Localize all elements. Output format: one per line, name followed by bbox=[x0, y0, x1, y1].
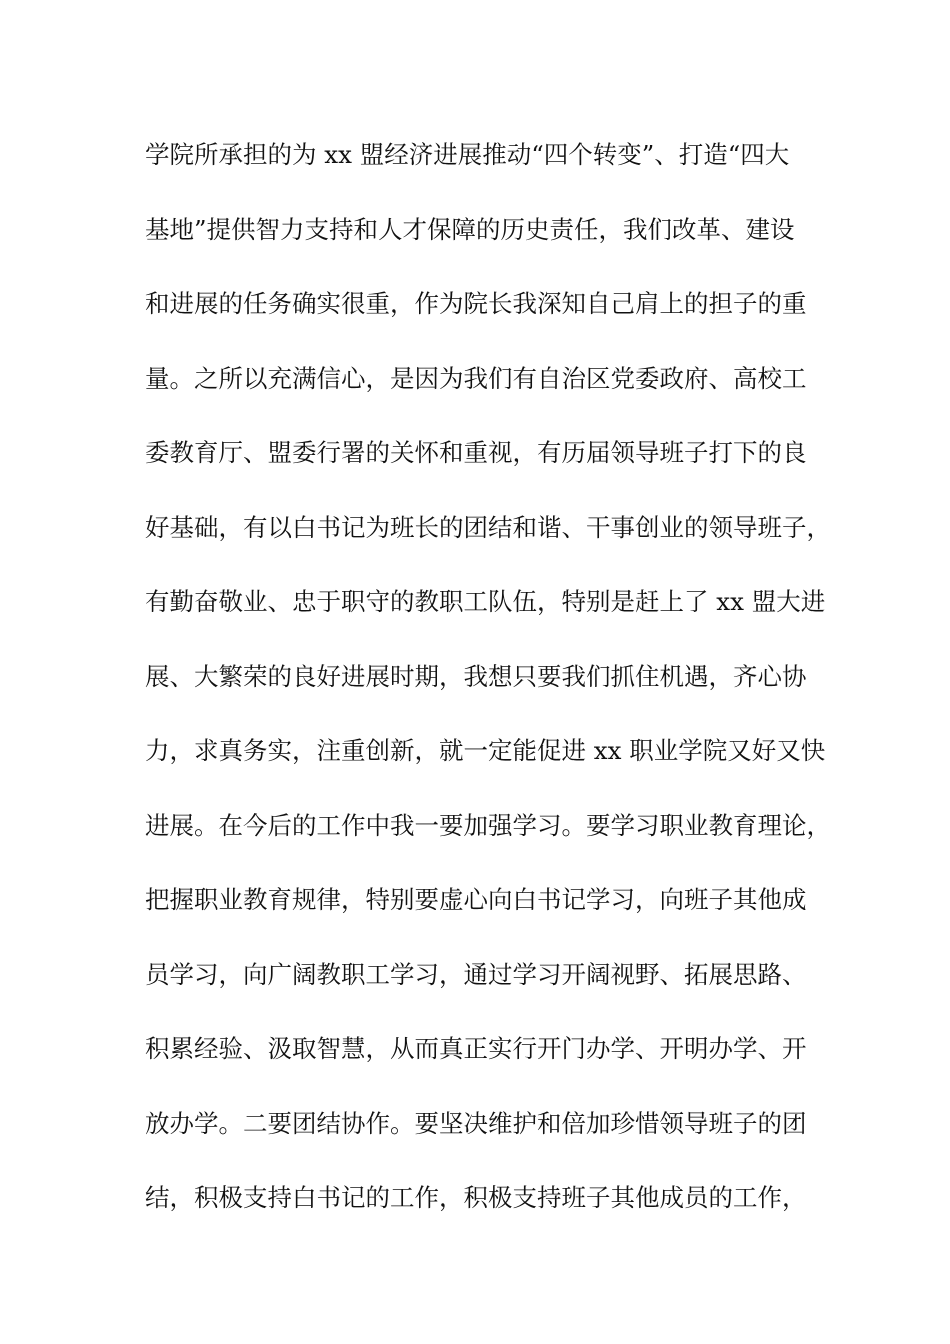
text-line: 量。之所以充满信心，是因为我们有自治区党委政府、高校工 bbox=[145, 363, 807, 393]
text-line: 进展。在今后的工作中我一要加强学习。要学习职业教育理论， bbox=[145, 810, 831, 840]
text-line: 学院所承担的为 xx 盟经济进展推动“四个转变”、打造“四大 bbox=[145, 140, 790, 169]
text-line: 力，求真务实，注重创新，就一定能促进 xx 职业学院又好又快 bbox=[145, 736, 826, 765]
text-line: 结，积极支持白书记的工作，积极支持班子其他成员的工作， bbox=[145, 1183, 807, 1212]
text-line: 员学习，向广阔教职工学习，通过学习开阔视野、拓展思路、 bbox=[145, 959, 807, 989]
text-line: 积累经验、汲取智慧，从而真正实行开门办学、开明办学、开 bbox=[145, 1034, 807, 1063]
text-line: 有勤奋敬业、忠于职守的教职工队伍，特别是赶上了 xx 盟大进 bbox=[145, 587, 826, 616]
text-line: 好基础，有以白书记为班长的团结和谐、干事创业的领导班子， bbox=[145, 512, 831, 542]
text-line: 把握职业教育规律，特别要虚心向白书记学习，向班子其他成 bbox=[145, 885, 807, 914]
text-line: 展、大繁荣的良好进展时期，我想只要我们抓住机遇，齐心协 bbox=[145, 661, 807, 691]
text-line: 委教育厅、盟委行署的关怀和重视，有历届领导班子打下的良 bbox=[145, 438, 807, 467]
text-line: 基地”提供智力支持和人才保障的历史责任，我们改革、建设 bbox=[145, 214, 795, 244]
text-line: 和进展的任务确实很重，作为院长我深知自己肩上的担子的重 bbox=[145, 289, 807, 318]
text-line: 放办学。二要团结协作。要坚决维护和倍加珍惜领导班子的团 bbox=[145, 1108, 807, 1138]
body-text bbox=[145, 128, 835, 1246]
